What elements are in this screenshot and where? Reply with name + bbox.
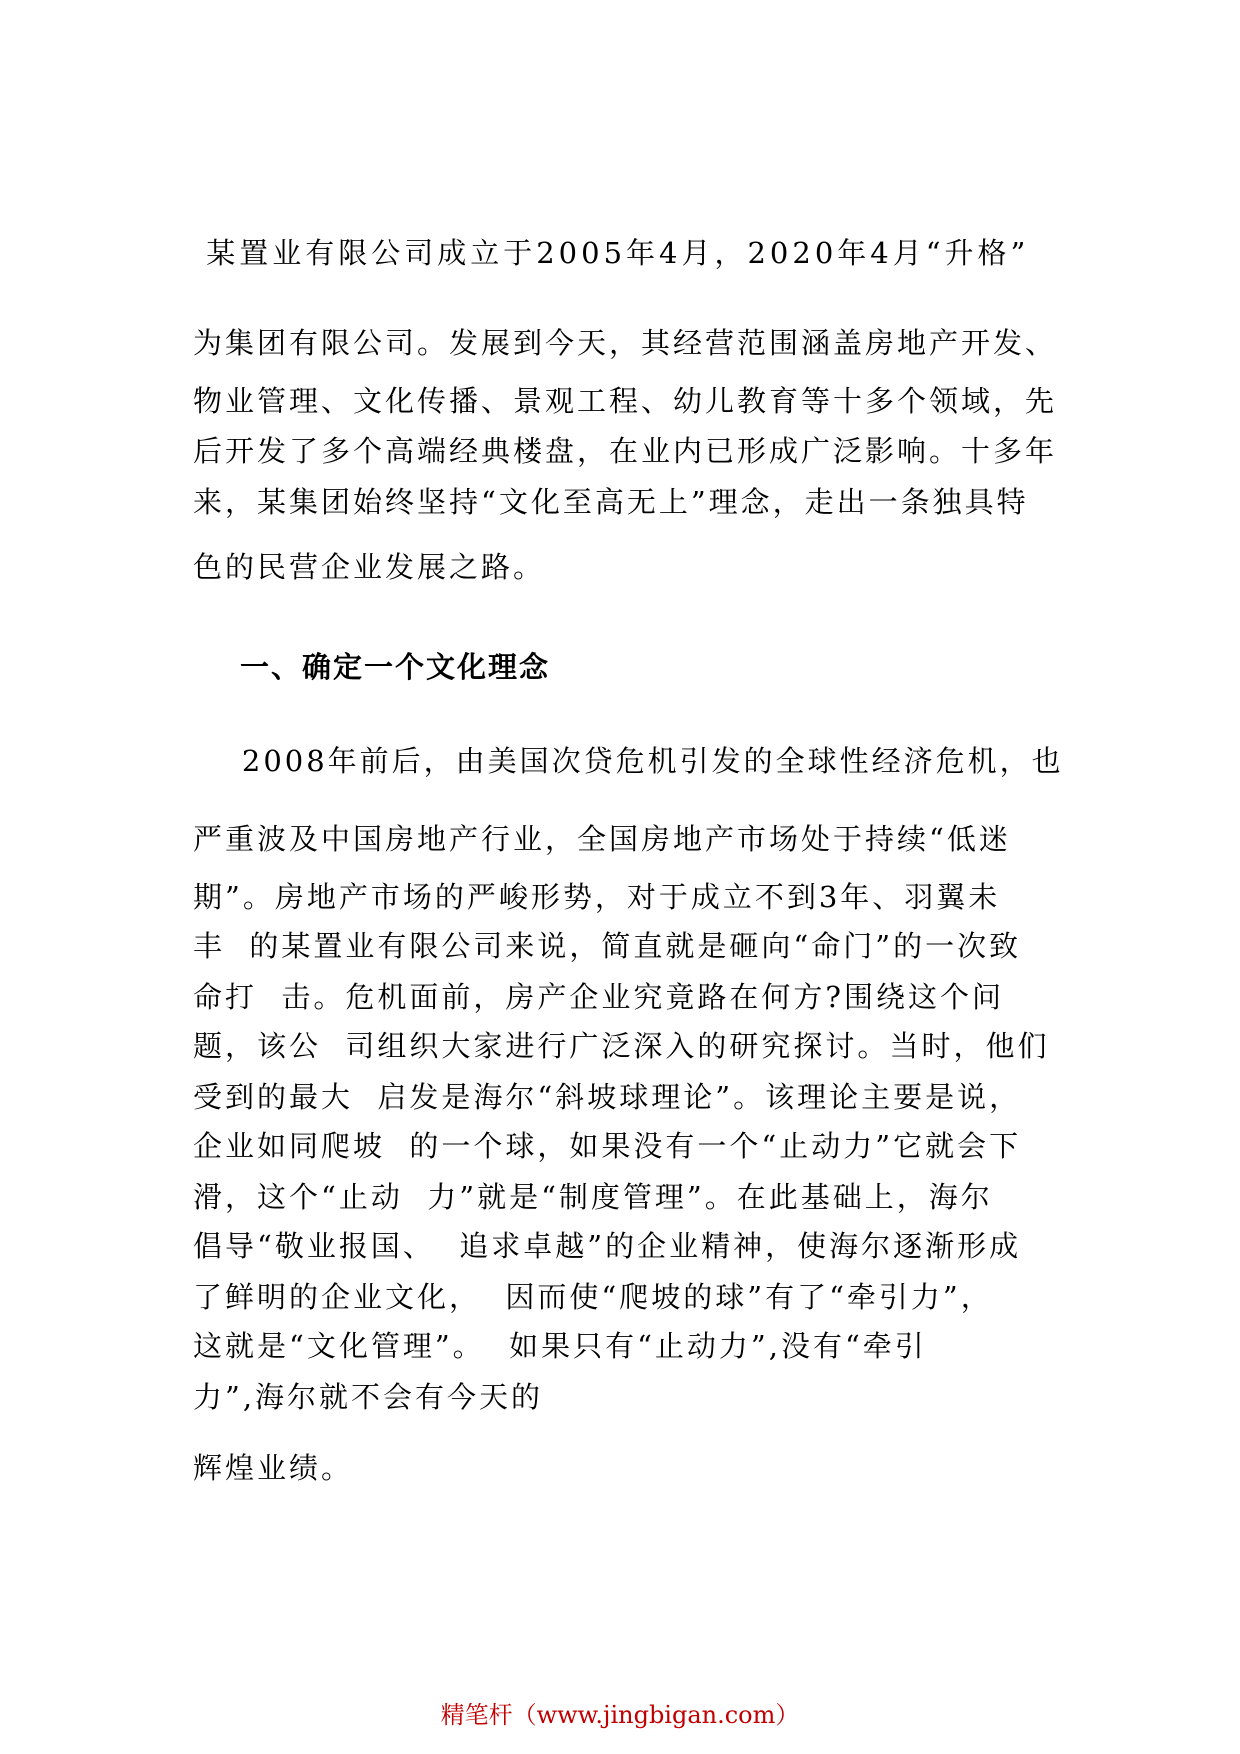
- paragraph-1-line-4: 后开发了多个高端经典楼盘，在业内已形成广泛影响。十多年: [193, 434, 1058, 468]
- paragraph-2-line-9: 滑，这个“止动 力”就是“制度管理”。在此基础上，海尔: [193, 1180, 993, 1214]
- footer-watermark: 精笔杆（www.jingbigan.com）: [440, 1701, 800, 1729]
- section-heading: 一、确定一个文化理念: [240, 650, 551, 684]
- paragraph-2-line-5: 命打 击。危机面前，房产企业究竟路在何方?围绕这个问: [193, 980, 1004, 1014]
- paragraph-2-line-2: 严重波及中国房地产行业，全国房地产市场处于持续“低迷: [193, 822, 1011, 856]
- paragraph-2-line-14: 辉煌业绩。: [193, 1451, 354, 1485]
- paragraph-2-line-12: 这就是“文化管理”。 如果只有“止动力”,没有“牵引: [193, 1329, 927, 1363]
- paragraph-1-line-6: 色的民营企业发展之路。: [193, 550, 546, 584]
- paragraph-1-line-1: 某置业有限公司成立于2005年4月，2020年4月“升格”: [193, 236, 1030, 270]
- paragraph-2-line-3: 期”。房地产市场的严峻形势，对于成立不到3年、羽翼未: [193, 880, 1001, 914]
- paragraph-2-line-7: 受到的最大 启发是海尔“斜坡球理论”。该理论主要是说，: [193, 1080, 1022, 1114]
- paragraph-2-line-6: 题，该公 司组织大家进行广泛深入的研究探讨。当时，他们: [193, 1029, 1050, 1063]
- paragraph-2-line-8: 企业如同爬坡 的一个球，如果没有一个“止动力”它就会下: [193, 1129, 1022, 1163]
- paragraph-1-line-5: 来，某集团始终坚持“文化至高无上”理念，走出一条独具特: [193, 485, 1029, 519]
- paragraph-2-line-10: 倡导“敬业报国、 追求卓越”的企业精神，使海尔逐渐形成: [193, 1229, 1022, 1263]
- paragraph-2-line-4: 丰 的某置业有限公司来说，简直就是砸向“命门”的一次致: [193, 929, 1022, 963]
- paragraph-1-line-2: 为集团有限公司。发展到今天，其经营范围涵盖房地产开发、: [193, 326, 1058, 360]
- paragraph-2-line-1: 2008年前后，由美国次贷危机引发的全球性经济危机，也: [193, 744, 1064, 778]
- paragraph-1-line-3: 物业管理、文化传播、景观工程、幼儿教育等十多个领域，先: [193, 384, 1058, 418]
- paragraph-2-line-13: 力”,海尔就不会有今天的: [193, 1380, 544, 1414]
- paragraph-2-line-11: 了鲜明的企业文化， 因而使“爬坡的球”有了“牵引力”，: [193, 1280, 993, 1314]
